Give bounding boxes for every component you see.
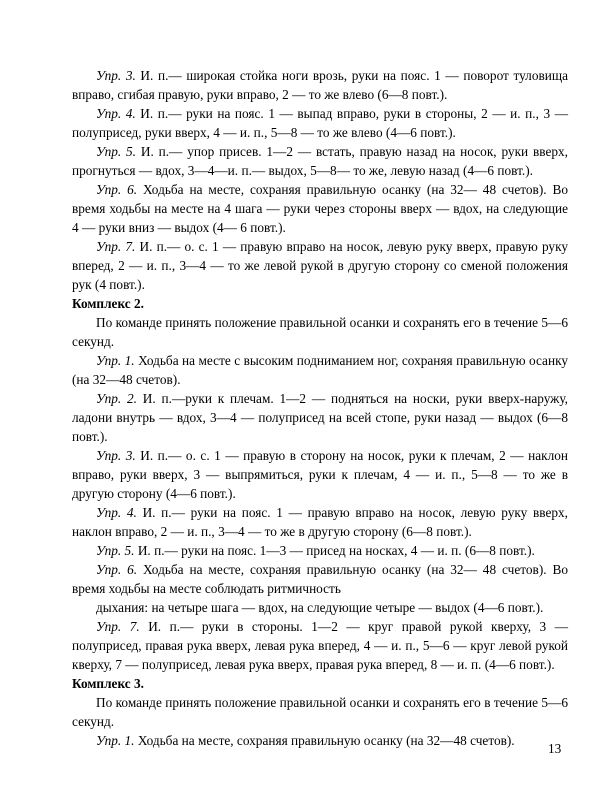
exercise-label: Упр. 5. bbox=[96, 543, 135, 558]
exercise-paragraph bbox=[72, 351, 568, 389]
exercise-label: Упр. 3. bbox=[96, 68, 136, 83]
exercise-text: И. п.— руки на пояс. 1 — правую вправо на носок, левую руку вверх, наклон вправо, 2 — и. п., 3—4 — то же в другую сторону (6—8 повт.). bbox=[72, 505, 568, 539]
exercise-text: И. п.— руки на пояс. 1 — выпад вправо, руки в стороны, 2 — и. п., 3 — полуприсед, руки вверх, 4 — и. п., 5—8 — то же влево (4—6 повт.). bbox=[72, 106, 568, 140]
exercise-text: И. п.— руки на пояс. 1—3 — присед на носках, 4 — и. п. (6—8 повт.). bbox=[134, 543, 535, 558]
exercise-text: И. п.— руки в стороны. 1—2 — круг правой рукой кверху, 3 — полуприсед, правая рука вверх, левая рука вперед, 4 — и. п., 5—6 — круг левой рукой кверху, 7 — полуприсед, левая рука вверх, правая рука вперед, 8 — и. п. (4—6 повт.). bbox=[72, 619, 568, 672]
exercise-label: Упр. 1. bbox=[96, 733, 135, 748]
exercise-paragraph bbox=[72, 104, 568, 142]
page-number: 13 bbox=[548, 741, 562, 756]
exercise-label: Упр. 4. bbox=[96, 505, 137, 520]
exercise-label: Упр. 7. bbox=[96, 619, 140, 634]
exercise-text: И. п.— о. с. 1 — правую вправо на носок, левую руку вверх, правую руку вперед, 2 — и. п., 3—4 — то же левой рукой в другую сторону со сменой положения рук (4 повт.). bbox=[72, 239, 568, 292]
exercise-text: Ходьба на месте, сохраняя правильную осанку (на 32— 48 счетов). Во время ходьбы на месте соблюдать ритмичность bbox=[72, 562, 569, 596]
section-heading: Комплекс 3. bbox=[72, 676, 144, 691]
exercise-label: Упр. 6. bbox=[96, 562, 138, 577]
exercise-label: Упр. 5. bbox=[96, 144, 137, 159]
exercise-text: И. п.— упор присев. 1—2 — встать, правую назад на носок, руки вверх, прогнуться — вдох, 3—4—и. п.— выдох, 5—8— то же, левую назад (4—6 повт.). bbox=[72, 144, 568, 178]
section-intro: По команде принять положение правильной осанки и сохранять его в течение 5—6 секунд. bbox=[72, 695, 568, 729]
exercise-label: Упр. 3. bbox=[96, 448, 136, 463]
exercise-paragraph bbox=[72, 560, 568, 598]
exercise-label: Упр. 1. bbox=[96, 353, 135, 368]
exercise-continuation: дыхания: на четыре шага — вдох, на следующие четыре — выдох (4—6 повт.). bbox=[96, 600, 544, 615]
exercise-paragraph bbox=[72, 389, 568, 446]
exercise-paragraph bbox=[72, 731, 568, 750]
exercise-text: Ходьба на месте, сохраняя правильную осанку (на 32— 48 счетов). Во время ходьбы на месте на 4 шага — руки через стороны вверх — вдох, на следующие 4 — руки вниз — выдох (4— 6 повт.). bbox=[72, 182, 569, 235]
page-content bbox=[72, 66, 568, 750]
exercise-label: Упр. 6. bbox=[96, 182, 138, 197]
exercise-text: Ходьба на месте, сохраняя правильную осанку (на 32—48 счетов). bbox=[134, 733, 515, 748]
exercise-paragraph bbox=[72, 617, 568, 674]
section-intro: По команде принять положение правильной осанки и сохранять его в течение 5—6 секунд. bbox=[72, 315, 568, 349]
exercise-text: И. п.— о. с. 1 — правую в сторону на носок, руки к плечам, 2 — наклон вправо, руки вверх, 3 — выпрямиться, руки к плечам, 4 — и. п., 5—8 — то же в другую сторону (4—6 повт.). bbox=[72, 448, 569, 501]
exercise-paragraph bbox=[72, 446, 568, 503]
exercise-text: И. п.— широкая стойка ноги врозь, руки на пояс. 1 — поворот туловища вправо, сгибая правую, руки вправо, 2 — то же влево (6—8 повт.). bbox=[72, 68, 568, 102]
exercise-label: Упр. 4. bbox=[96, 106, 136, 121]
exercise-paragraph bbox=[72, 142, 568, 180]
exercise-paragraph bbox=[72, 541, 568, 560]
exercise-label: Упр. 7. bbox=[96, 239, 136, 254]
exercise-paragraph bbox=[72, 503, 568, 541]
exercise-paragraph bbox=[72, 66, 568, 104]
exercise-paragraph bbox=[72, 237, 568, 294]
exercise-label: Упр. 2. bbox=[96, 391, 137, 406]
exercise-text: Ходьба на месте с высоким подниманием ног, сохраняя правильную осанку (на 32—48 счетов). bbox=[72, 353, 568, 387]
exercise-text: И. п.—руки к плечам. 1—2 — подняться на носки, руки вверх-наружу, ладони внутрь — вдох, 3—4 — полуприсед на всей стопе, руки назад — выдох (6—8 повт.). bbox=[72, 391, 568, 444]
section-heading: Комплекс 2. bbox=[72, 296, 144, 311]
exercise-paragraph bbox=[72, 180, 568, 237]
